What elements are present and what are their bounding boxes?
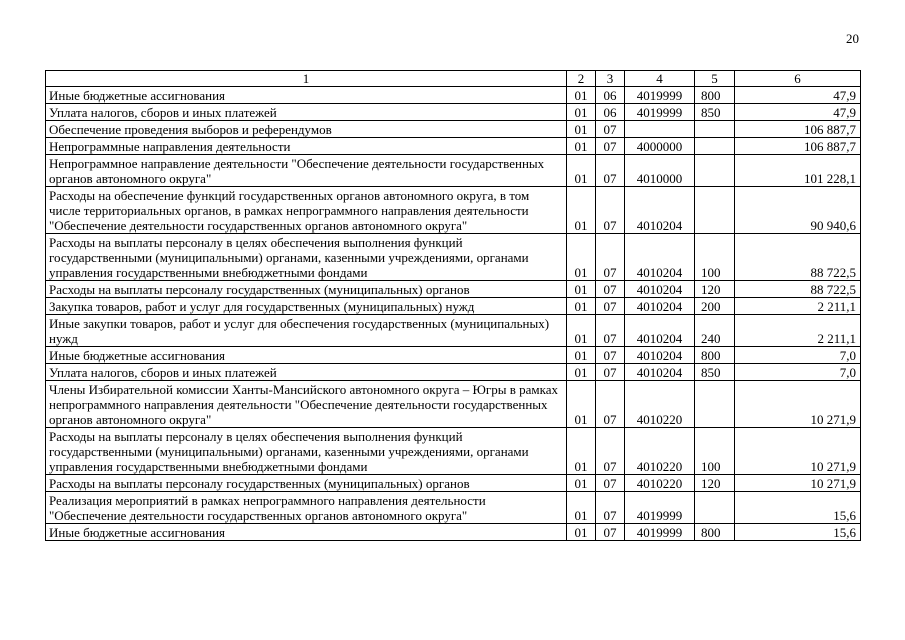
table-row (46, 428, 861, 475)
table-row (46, 364, 861, 381)
subsection-code-cell: 07 (596, 428, 625, 475)
budget-table (45, 70, 861, 541)
amount-cell: 90 940,6 (735, 187, 861, 234)
expense-type-code-cell (695, 155, 735, 187)
section-code-cell: 01 (567, 492, 596, 524)
subsection-code-cell: 07 (596, 121, 625, 138)
subsection-code-cell: 07 (596, 347, 625, 364)
amount-cell: 10 271,9 (735, 381, 861, 428)
header-col-6: 6 (735, 71, 861, 87)
expense-name-cell: Уплата налогов, сборов и иных платежей (46, 364, 567, 381)
expense-name-cell: Иные бюджетные ассигнования (46, 524, 567, 541)
expense-type-code-cell: 200 (695, 298, 735, 315)
expense-type-code-cell (695, 121, 735, 138)
amount-cell: 88 722,5 (735, 234, 861, 281)
header-col-5: 5 (695, 71, 735, 87)
subsection-code-cell: 07 (596, 381, 625, 428)
section-code-cell: 01 (567, 138, 596, 155)
section-code-cell: 01 (567, 87, 596, 104)
expense-type-code-cell (695, 138, 735, 155)
expense-type-code-cell (695, 187, 735, 234)
target-article-code-cell: 4019999 (625, 492, 695, 524)
target-article-code-cell: 4010204 (625, 298, 695, 315)
section-code-cell: 01 (567, 428, 596, 475)
section-code-cell: 01 (567, 298, 596, 315)
amount-cell: 15,6 (735, 524, 861, 541)
section-code-cell: 01 (567, 281, 596, 298)
target-article-code-cell: 4010204 (625, 234, 695, 281)
header-col-3: 3 (596, 71, 625, 87)
expense-name-cell: Закупка товаров, работ и услуг для государственных (муниципальных) нужд (46, 298, 567, 315)
amount-cell: 10 271,9 (735, 475, 861, 492)
table-row (46, 524, 861, 541)
section-code-cell: 01 (567, 187, 596, 234)
header-row (46, 71, 861, 87)
target-article-code-cell: 4010204 (625, 347, 695, 364)
table-row (46, 234, 861, 281)
section-code-cell: 01 (567, 121, 596, 138)
subsection-code-cell: 07 (596, 315, 625, 347)
target-article-code-cell: 4010000 (625, 155, 695, 187)
expense-name-cell: Расходы на выплаты персоналу государственных (муниципальных) органов (46, 475, 567, 492)
table-row (46, 281, 861, 298)
expense-type-code-cell: 850 (695, 104, 735, 121)
table-row (46, 492, 861, 524)
table-row (46, 121, 861, 138)
expense-type-code-cell: 800 (695, 347, 735, 364)
target-article-code-cell: 4010204 (625, 364, 695, 381)
subsection-code-cell: 07 (596, 492, 625, 524)
amount-cell: 15,6 (735, 492, 861, 524)
section-code-cell: 01 (567, 155, 596, 187)
expense-name-cell: Иные бюджетные ассигнования (46, 347, 567, 364)
amount-cell: 47,9 (735, 104, 861, 121)
target-article-code-cell: 4019999 (625, 87, 695, 104)
subsection-code-cell: 07 (596, 187, 625, 234)
amount-cell: 47,9 (735, 87, 861, 104)
expense-type-code-cell: 800 (695, 524, 735, 541)
target-article-code-cell: 4010220 (625, 381, 695, 428)
expense-type-code-cell: 120 (695, 281, 735, 298)
section-code-cell: 01 (567, 234, 596, 281)
table-row (46, 298, 861, 315)
section-code-cell: 01 (567, 104, 596, 121)
table-row (46, 381, 861, 428)
expense-name-cell: Члены Избирательной комиссии Ханты-Мансийского автономного округа – Югры в рамках непрограммного направления деятельности "Обеспечение деятельности государственных органов автономного округа" (46, 381, 567, 428)
subsection-code-cell: 07 (596, 298, 625, 315)
target-article-code-cell: 4019999 (625, 524, 695, 541)
section-code-cell: 01 (567, 315, 596, 347)
table-row (46, 187, 861, 234)
expense-name-cell: Реализация мероприятий в рамках непрограммного направления деятельности "Обеспечение деятельности государственных органов автономного округа" (46, 492, 567, 524)
expense-name-cell: Расходы на выплаты персоналу в целях обеспечения выполнения функций государственными (муниципальными) органами, казенными учреждениями, органами управления государственными внебюджетными фондами (46, 234, 567, 281)
amount-cell: 2 211,1 (735, 298, 861, 315)
table-row (46, 104, 861, 121)
subsection-code-cell: 07 (596, 155, 625, 187)
expense-type-code-cell (695, 492, 735, 524)
expense-name-cell: Непрограммное направление деятельности "Обеспечение деятельности государственных органов автономного округа" (46, 155, 567, 187)
target-article-code-cell: 4010204 (625, 315, 695, 347)
amount-cell: 101 228,1 (735, 155, 861, 187)
expense-type-code-cell: 100 (695, 428, 735, 475)
expense-type-code-cell: 850 (695, 364, 735, 381)
header-col-2: 2 (567, 71, 596, 87)
target-article-code-cell: 4010220 (625, 428, 695, 475)
table-row (46, 315, 861, 347)
header-col-1: 1 (46, 71, 567, 87)
amount-cell: 106 887,7 (735, 138, 861, 155)
budget-table-body (46, 71, 861, 541)
subsection-code-cell: 06 (596, 104, 625, 121)
amount-cell: 106 887,7 (735, 121, 861, 138)
target-article-code-cell: 4010220 (625, 475, 695, 492)
section-code-cell: 01 (567, 524, 596, 541)
section-code-cell: 01 (567, 347, 596, 364)
subsection-code-cell: 07 (596, 364, 625, 381)
amount-cell: 2 211,1 (735, 315, 861, 347)
expense-name-cell: Расходы на выплаты персоналу в целях обеспечения выполнения функций государственными (муниципальными) органами, казенными учреждениями, органами управления государственными внебюджетными фондами (46, 428, 567, 475)
target-article-code-cell: 4010204 (625, 281, 695, 298)
table-row (46, 138, 861, 155)
expense-type-code-cell: 800 (695, 87, 735, 104)
expense-name-cell: Расходы на обеспечение функций государственных органов автономного округа, в том числе территориальных органов, в рамках непрограммного направления деятельности "Обеспечение деятельности государственных органов автономного округа" (46, 187, 567, 234)
amount-cell: 7,0 (735, 364, 861, 381)
subsection-code-cell: 07 (596, 475, 625, 492)
expense-type-code-cell: 120 (695, 475, 735, 492)
table-row (46, 347, 861, 364)
subsection-code-cell: 07 (596, 524, 625, 541)
section-code-cell: 01 (567, 381, 596, 428)
target-article-code-cell: 4010204 (625, 187, 695, 234)
expense-type-code-cell (695, 381, 735, 428)
expense-type-code-cell: 240 (695, 315, 735, 347)
header-col-4: 4 (625, 71, 695, 87)
expense-name-cell: Уплата налогов, сборов и иных платежей (46, 104, 567, 121)
expense-name-cell: Иные закупки товаров, работ и услуг для обеспечения государственных (муниципальных) нужд (46, 315, 567, 347)
expense-name-cell: Расходы на выплаты персоналу государственных (муниципальных) органов (46, 281, 567, 298)
target-article-code-cell: 4000000 (625, 138, 695, 155)
amount-cell: 10 271,9 (735, 428, 861, 475)
expense-type-code-cell: 100 (695, 234, 735, 281)
target-article-code-cell: 4019999 (625, 104, 695, 121)
table-row (46, 155, 861, 187)
subsection-code-cell: 07 (596, 234, 625, 281)
amount-cell: 7,0 (735, 347, 861, 364)
table-row (46, 475, 861, 492)
table-row (46, 87, 861, 104)
expense-name-cell: Иные бюджетные ассигнования (46, 87, 567, 104)
target-article-code-cell (625, 121, 695, 138)
subsection-code-cell: 06 (596, 87, 625, 104)
section-code-cell: 01 (567, 364, 596, 381)
expense-name-cell: Непрограммные направления деятельности (46, 138, 567, 155)
page-number: 20 (846, 31, 859, 46)
section-code-cell: 01 (567, 475, 596, 492)
expense-name-cell: Обеспечение проведения выборов и референдумов (46, 121, 567, 138)
subsection-code-cell: 07 (596, 281, 625, 298)
amount-cell: 88 722,5 (735, 281, 861, 298)
subsection-code-cell: 07 (596, 138, 625, 155)
